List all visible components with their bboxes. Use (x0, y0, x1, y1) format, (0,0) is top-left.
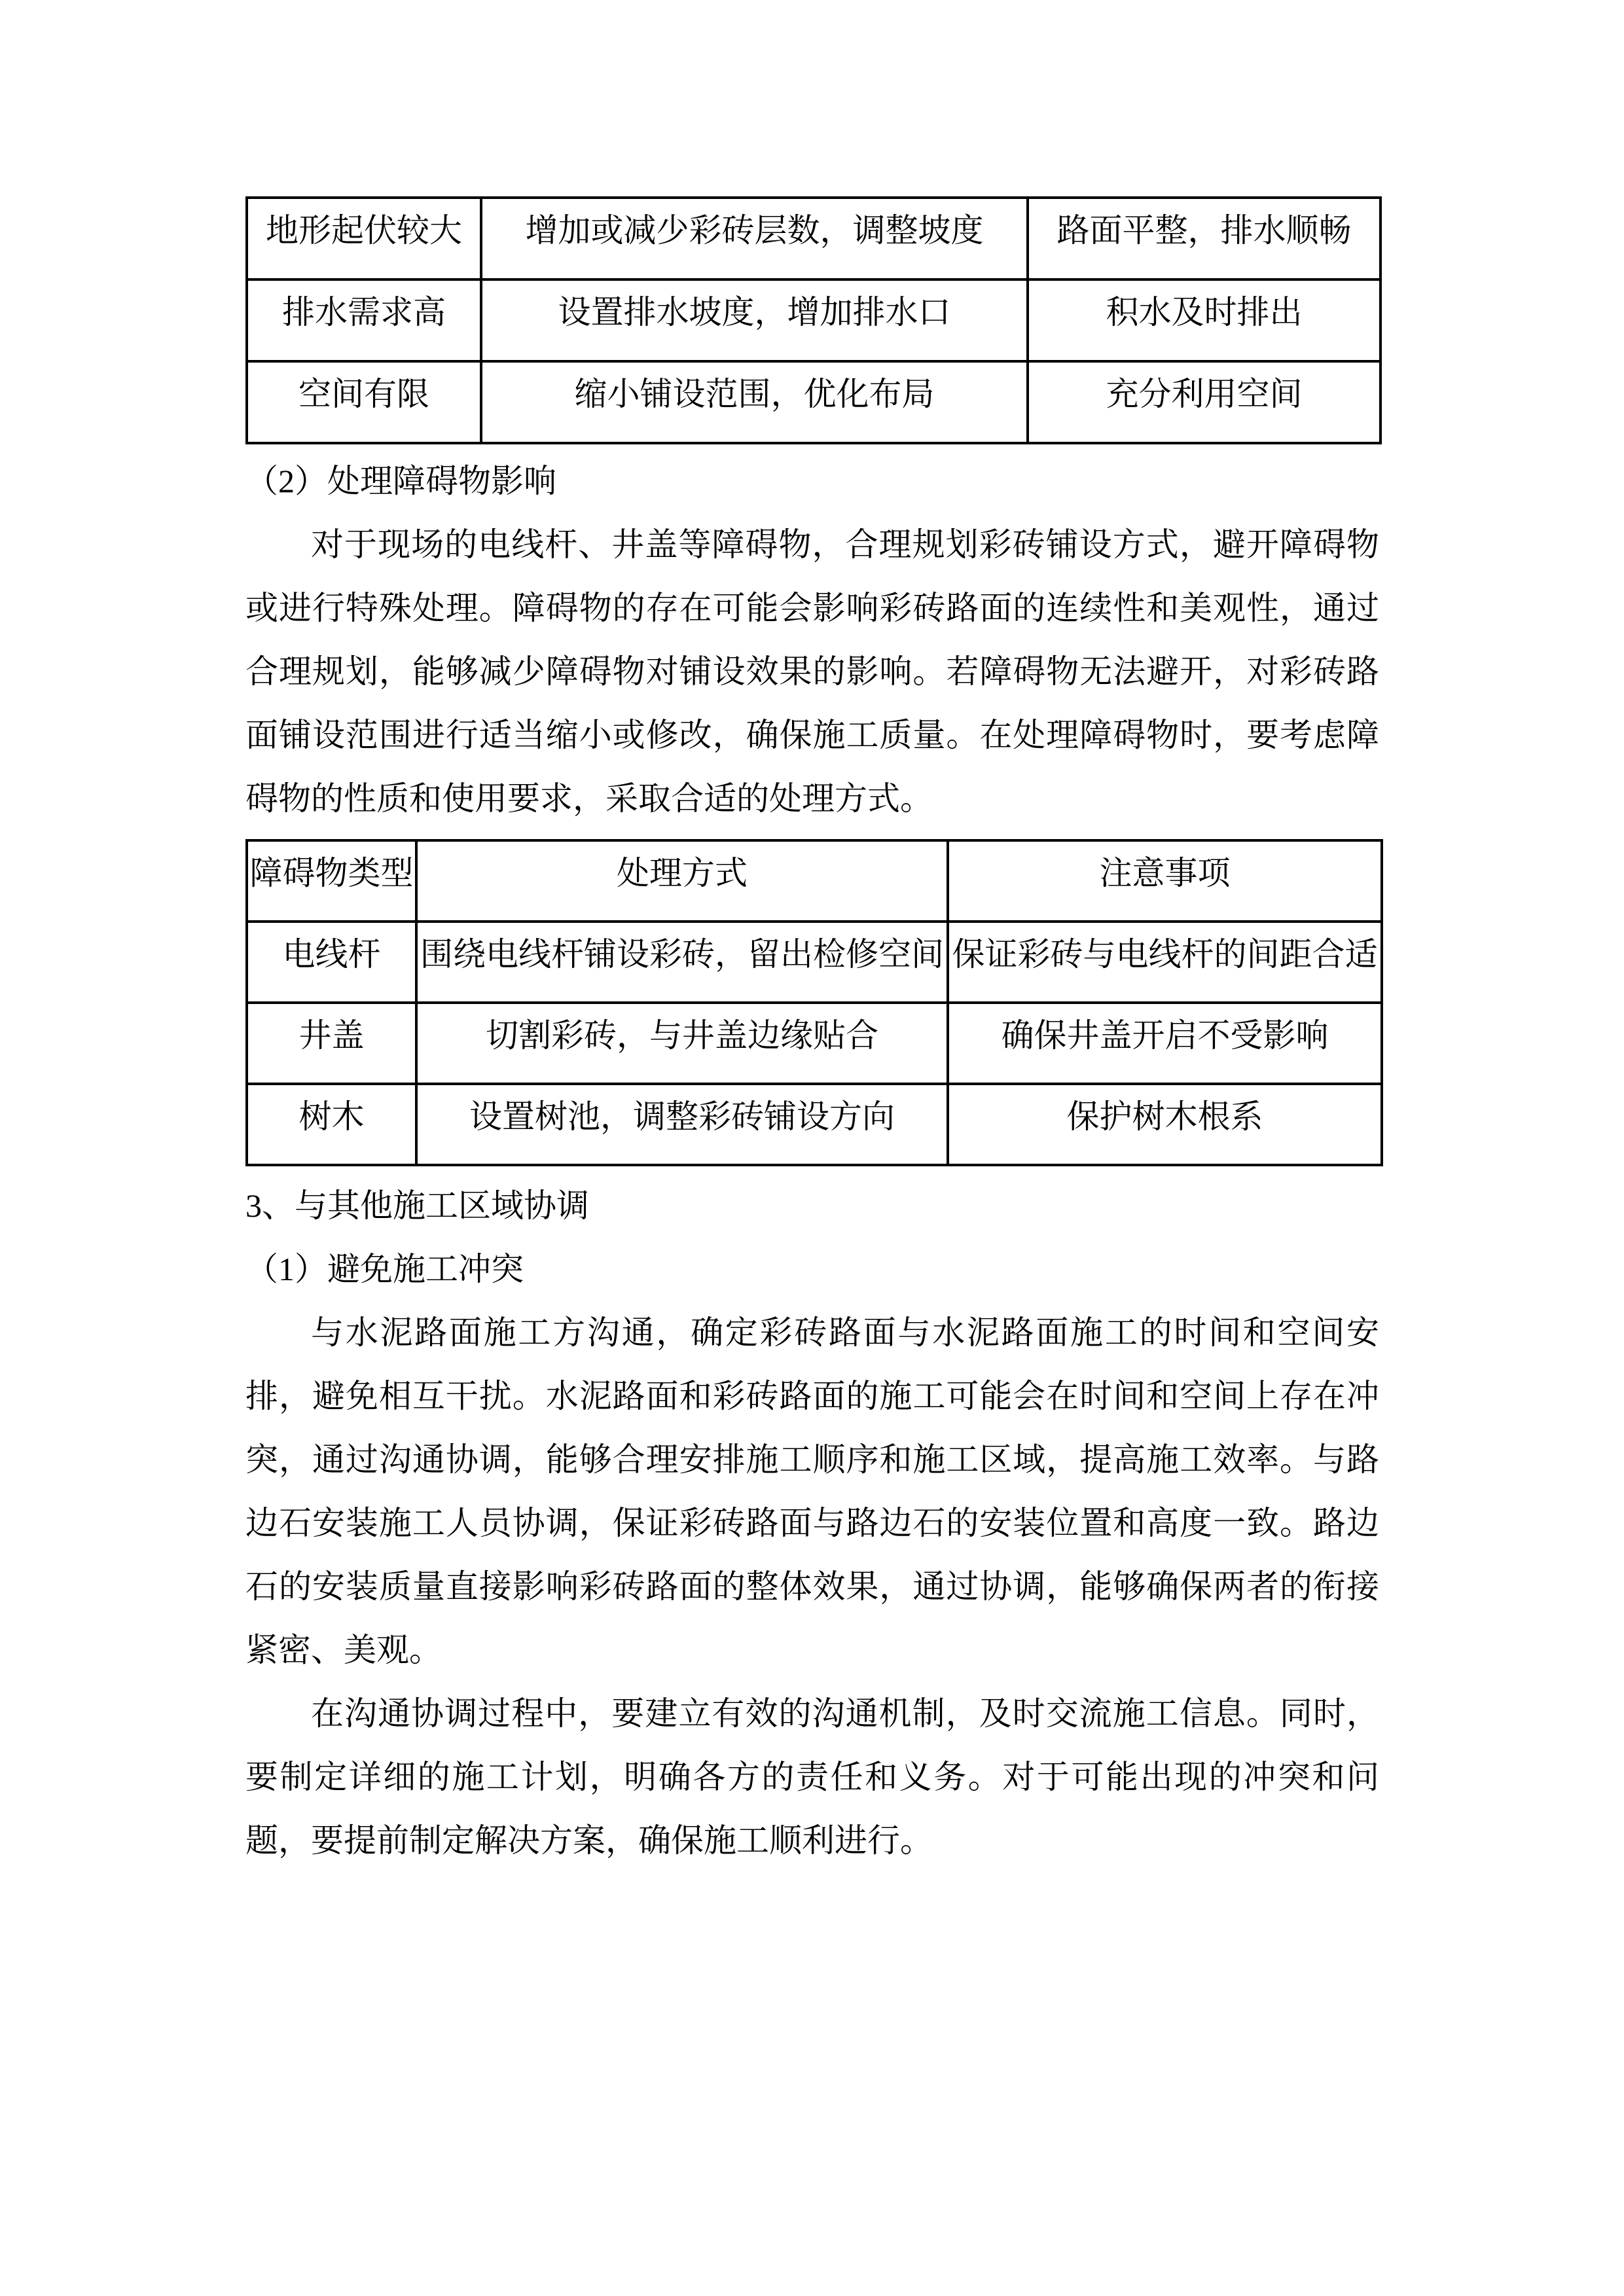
obstacle-handling-table (245, 839, 1383, 1166)
table-cell: 围绕电线杆铺设彩砖，留出检修空间 (416, 922, 948, 1003)
paragraph-line: 碍物的性质和使用要求，采取合适的处理方式。 (245, 780, 933, 817)
paragraph-line: 与水泥路面施工方沟通，确定彩砖路面与水泥路面施工的时间和空间安 (311, 1314, 1379, 1351)
paragraph-line: 合理规划，能够减少障碍物对铺设效果的影响。若障碍物无法避开，对彩砖路 (245, 653, 1379, 690)
paragraph-line: 石的安装质量直接影响彩砖路面的整体效果，通过协调，能够确保两者的衔接 (245, 1568, 1379, 1605)
table-cell: 充分利用空间 (1028, 361, 1380, 443)
table-cell: 树木 (247, 1084, 416, 1165)
table-cell: 设置排水坡度，增加排水口 (481, 279, 1028, 361)
paragraph-obstacle-handling (245, 513, 1379, 831)
table-cell: 地形起伏较大 (247, 198, 481, 279)
table-row (247, 1084, 1382, 1165)
paragraph-line: 要制定详细的施工计划，明确各方的责任和义务。对于可能出现的冲突和问 (245, 1759, 1379, 1795)
header-notes: 注意事项 (948, 840, 1382, 922)
header-obstacle-type: 障碍物类型 (247, 840, 416, 922)
table-row (247, 361, 1380, 443)
paragraph-line: 或进行特殊处理。障碍物的存在可能会影响彩砖路面的连续性和美观性，通过 (245, 590, 1379, 626)
paragraph-line: 边石安装施工人员协调，保证彩砖路面与路边石的安装位置和高度一致。路边 (245, 1505, 1379, 1541)
table-cell: 设置树池，调整彩砖铺设方向 (416, 1084, 948, 1165)
table-cell: 井盖 (247, 1003, 416, 1084)
table-cell: 增加或减少彩砖层数，调整坡度 (481, 198, 1028, 279)
table-row (247, 922, 1382, 1003)
table-cell: 电线杆 (247, 922, 416, 1003)
paragraph-communication (245, 1682, 1379, 1873)
paragraph-line: 紧密、美观。 (245, 1632, 442, 1668)
table-cell: 切割彩砖，与井盖边缘贴合 (416, 1003, 948, 1084)
paragraph-line: 题，要提前制定解决方案，确保施工顺利进行。 (245, 1822, 933, 1859)
heading-handle-obstacles: （2）处理障碍物影响 (245, 463, 556, 499)
table-cell: 排水需求高 (247, 279, 481, 361)
paragraph-line: 排，避免相互干扰。水泥路面和彩砖路面的施工可能会在时间和空间上存在冲 (245, 1378, 1379, 1414)
paragraph-line: 对于现场的电线杆、井盖等障碍物，合理规划彩砖铺设方式，避开障碍物 (311, 526, 1379, 563)
page-content (245, 0, 1379, 1873)
paragraph-line: 突，通过沟通协调，能够合理安排施工顺序和施工区域，提高施工效率。与路 (245, 1441, 1379, 1478)
paragraph-line: 在沟通协调过程中，要建立有效的沟通机制，及时交流施工信息。同时， (311, 1695, 1379, 1732)
table-cell: 保护树木根系 (948, 1084, 1382, 1165)
table-cell: 保证彩砖与电线杆的间距合适 (948, 922, 1382, 1003)
table-row (247, 279, 1380, 361)
table-cell: 空间有限 (247, 361, 481, 443)
table-row (247, 1003, 1382, 1084)
table-cell: 积水及时排出 (1028, 279, 1380, 361)
table-row (247, 198, 1380, 279)
table-cell: 路面平整，排水顺畅 (1028, 198, 1380, 279)
header-handling-method: 处理方式 (416, 840, 948, 922)
heading-avoid-conflict: （1）避免施工冲突 (245, 1251, 524, 1287)
table-cell: 确保井盖开启不受影响 (948, 1003, 1382, 1084)
table-header-row (247, 840, 1382, 922)
heading-section-3: 3、与其他施工区域协调 (245, 1187, 589, 1224)
paragraph-coordination (245, 1301, 1379, 1682)
paragraph-line: 面铺设范围进行适当缩小或修改，确保施工质量。在处理障碍物时，要考虑障 (245, 717, 1379, 753)
table-cell: 缩小铺设范围，优化布局 (481, 361, 1028, 443)
adaptation-measures-table (245, 196, 1382, 444)
